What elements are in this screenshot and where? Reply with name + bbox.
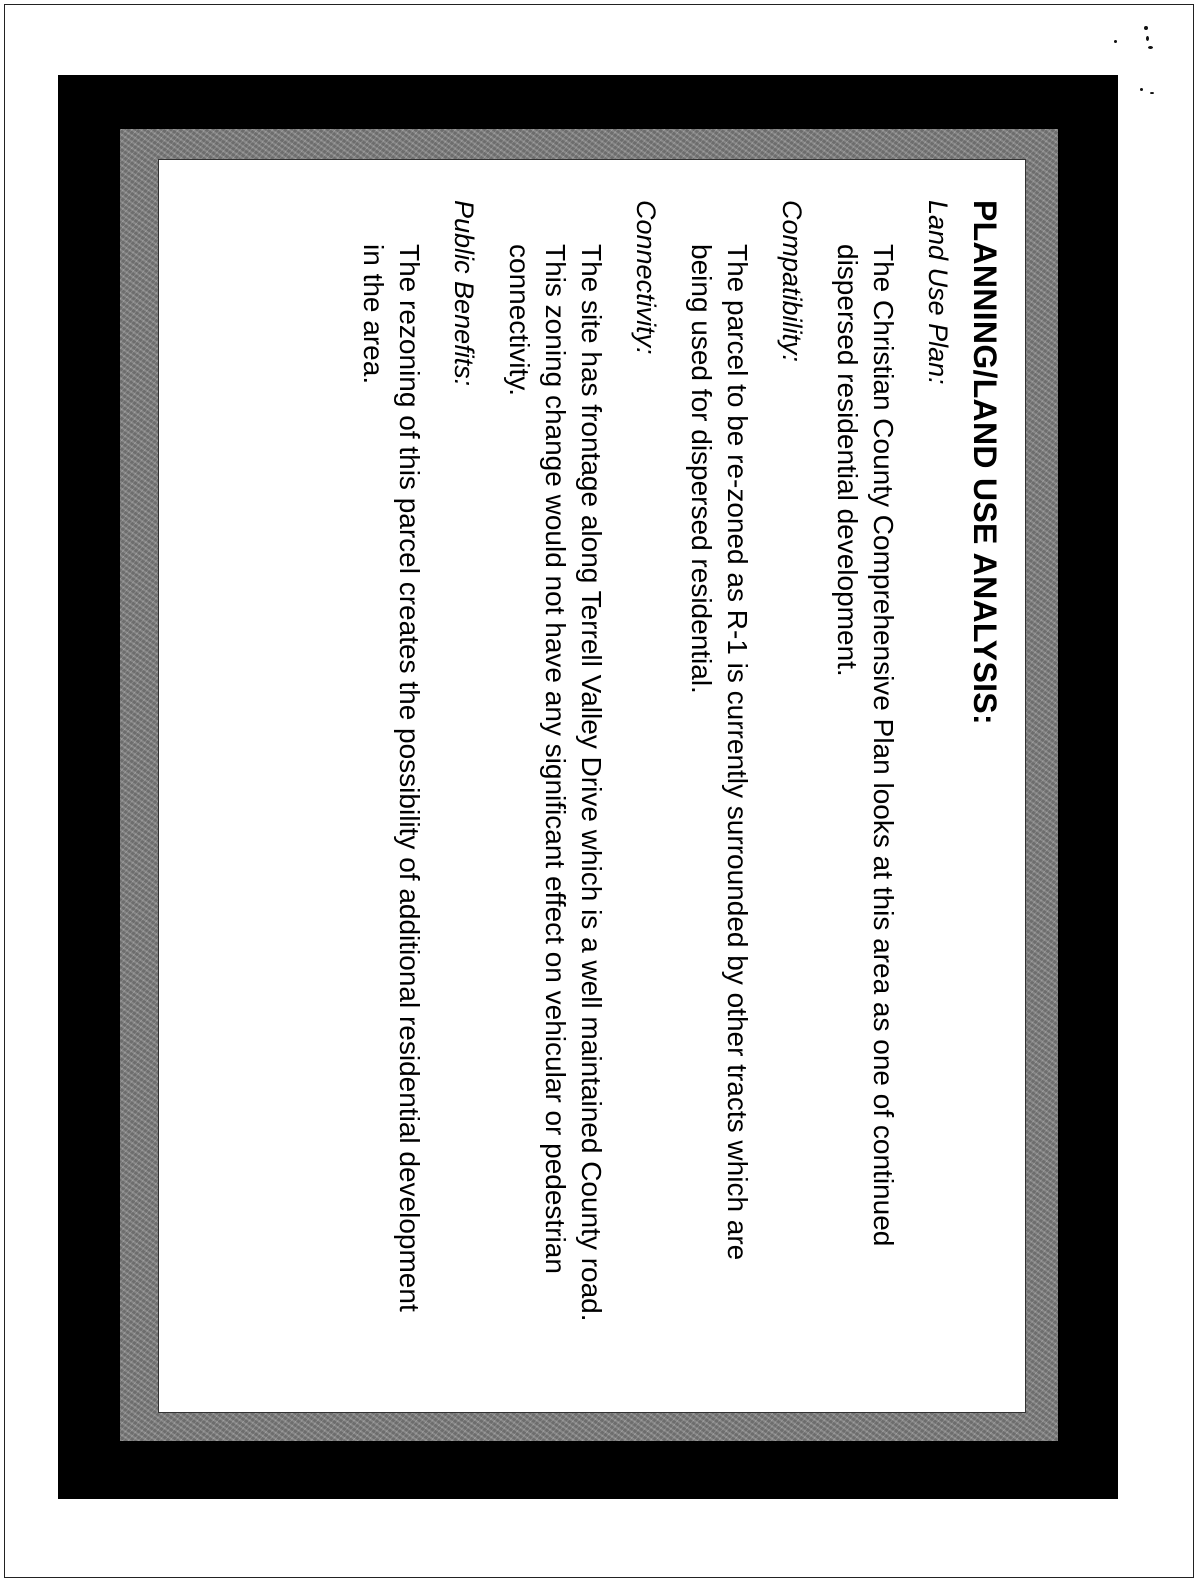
section-heading: Land Use Plan: — [923, 200, 953, 385]
slide-frame — [58, 75, 1118, 1499]
section-body: The site has frontage along Terrell Valley Drive which is a well maintained County road. This zoning change would not have any significant effect on vehicular or pedestrian connectivity. — [504, 244, 607, 1322]
section-heading: Connectivity: — [631, 200, 661, 355]
section-heading: Public Benefits: — [449, 200, 479, 387]
scan-specks — [1110, 20, 1170, 110]
section-body: The parcel to be re-zoned as R-1 is currently surrounded by other tracts which are being used for dispersed residential. — [686, 244, 753, 1261]
section-heading: Compatibility: — [777, 200, 807, 363]
section-land-use-plan — [829, 200, 955, 1374]
rotated-slide-text — [159, 160, 1026, 1413]
slide-content — [158, 159, 1026, 1413]
section-body: The rezoning of this parcel creates the possibility of additional residential development in the area. — [358, 244, 425, 1312]
section-body: The Christian County Comprehensive Plan looks at this area as one of continued dispersed residential development. — [832, 244, 899, 1247]
section-public-benefits — [355, 200, 481, 1374]
section-compatibility — [683, 200, 809, 1374]
slide-title: PLANNING/LAND USE ANALYSIS: — [967, 200, 1003, 725]
section-connectivity — [501, 200, 663, 1374]
